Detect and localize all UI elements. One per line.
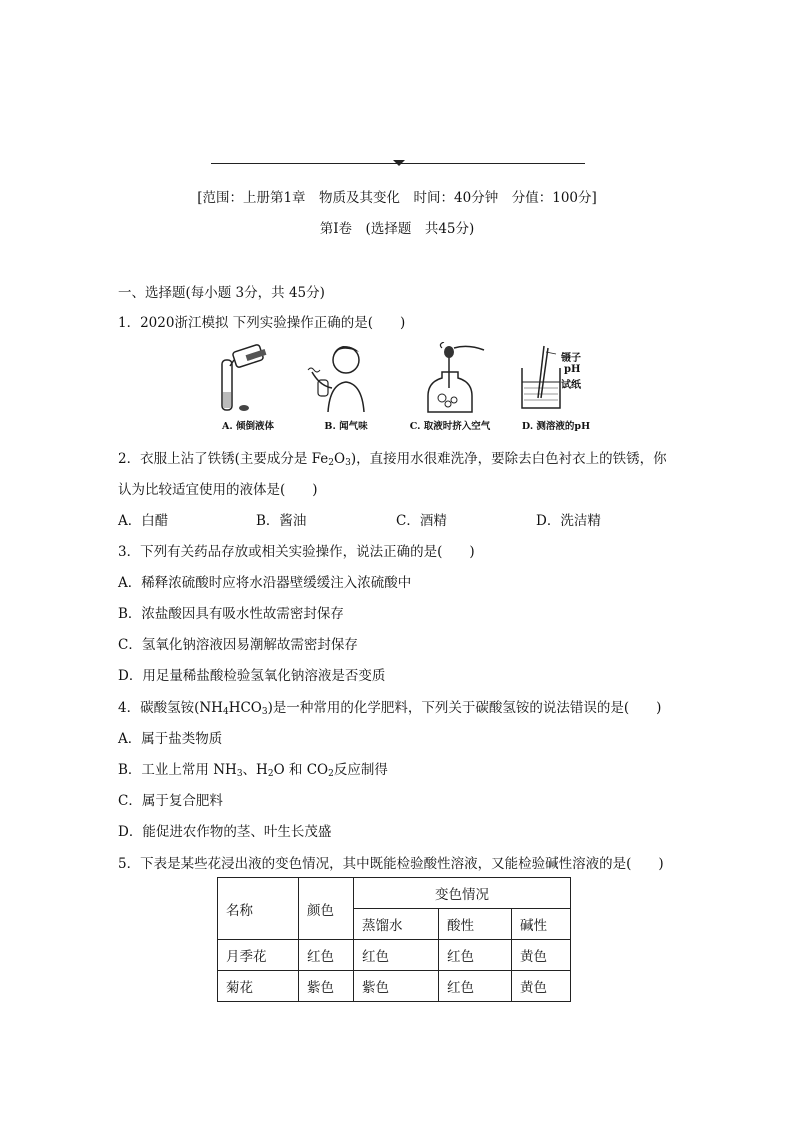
question-5-stem: 5．下表是某些花浸出液的变色情况，其中既能检验酸性溶液，又能检验碱性溶液的是( ) — [118, 856, 664, 872]
figure-c-dropper — [402, 342, 498, 434]
table-subheader-base: 碱性 — [512, 909, 571, 940]
table-cell: 红色 — [299, 940, 354, 971]
question-1-figures — [200, 342, 610, 434]
figure-b-caption: B. 闻气味 — [324, 421, 368, 432]
question-4-stem: 4．碳酸氢铵$(NH_4HCO_3)$是一种常用的化学肥料，下列关于碳酸氢铵的说法错误的是( ) — [118, 700, 662, 717]
question-2-option-b: B．酱油 — [256, 513, 307, 529]
table-subheader-water: 蒸馏水 — [354, 909, 439, 940]
table-cell: 红色 — [439, 940, 512, 971]
question-3-option-b: B．浓盐酸因具有吸水性故需密封保存 — [118, 606, 344, 622]
figure-d-label-ph: pH — [564, 364, 581, 375]
figure-d-label-paper: 试纸 — [561, 380, 581, 391]
table-header-color: 颜色 — [299, 878, 354, 940]
question-2-option-a: A．白醋 — [118, 513, 169, 529]
table-row — [218, 940, 571, 971]
exam-range-line: [范围：上册第1章 物质及其变化 时间：40分钟 分值：100分] — [197, 190, 597, 206]
figure-a-caption: A. 倾倒液体 — [222, 421, 274, 432]
flower-color-table — [217, 877, 571, 1002]
table-row — [218, 971, 571, 1002]
table-cell: 黄色 — [512, 971, 571, 1002]
question-3-option-c: C．氢氧化钠溶液因易潮解故需密封保存 — [118, 637, 358, 653]
question-1-stem: 1．2020浙江模拟 下列实验操作正确的是( ) — [118, 315, 406, 331]
question-4-option-d: D．能促进农作物的茎、叶生长茂盛 — [118, 824, 332, 840]
question-3-option-a: A．稀释浓硫酸时应将水沿器壁缓缓注入浓硫酸中 — [118, 575, 412, 591]
section-title: 一、选择题(每小题 3分，共 45分) — [118, 285, 325, 301]
table-cell: 红色 — [354, 940, 439, 971]
question-2-line-2: 认为比较适宜使用的液体是( ) — [118, 482, 318, 498]
question-2-option-c: C．酒精 — [396, 513, 447, 529]
figure-d-caption: D. 测溶液的pH — [521, 421, 591, 432]
table-cell: 月季花 — [218, 940, 299, 971]
table-cell: 黄色 — [512, 940, 571, 971]
table-header-name: 名称 — [218, 878, 299, 940]
question-3-option-d: D．用足量稀盐酸检验氢氧化钠溶液是否变质 — [118, 668, 386, 684]
figure-d-label-tweezers: 镊子 — [561, 353, 581, 364]
question-2-line-1: 2．衣服上沾了铁锈(主要成分是 $Fe_2O_3$)，直接用水很难洗净，要除去白色衬衣上的铁锈，你 — [118, 451, 667, 468]
table-header-row — [218, 878, 571, 909]
figure-d-ph-test — [508, 342, 604, 434]
question-4-option-c: C．属于复合肥料 — [118, 793, 223, 809]
figure-b-smell — [298, 342, 394, 434]
figure-a-pour-liquid — [200, 342, 296, 434]
question-4-option-a: A．属于盐类物质 — [118, 731, 223, 747]
volume-title: 第Ⅰ卷 (选择题 共45分) — [319, 221, 475, 237]
table-cell: 红色 — [439, 971, 512, 1002]
table-cell: 紫色 — [354, 971, 439, 1002]
table-cell: 紫色 — [299, 971, 354, 1002]
table-subheader-acid: 酸性 — [439, 909, 512, 940]
table-header-change: 变色情况 — [354, 878, 571, 909]
question-3-stem: 3．下列有关药品存放或相关实验操作，说法正确的是( ) — [118, 544, 475, 560]
question-4-option-b: B．工业上常用 $NH_3$、$H_2O$ 和 $CO_2$反应制得 — [118, 762, 388, 779]
table-cell: 菊花 — [218, 971, 299, 1002]
header-rule-marker — [393, 160, 405, 166]
question-2-option-d: D．洗洁精 — [536, 513, 601, 529]
figure-c-caption: C. 取液时挤入空气 — [409, 421, 491, 432]
